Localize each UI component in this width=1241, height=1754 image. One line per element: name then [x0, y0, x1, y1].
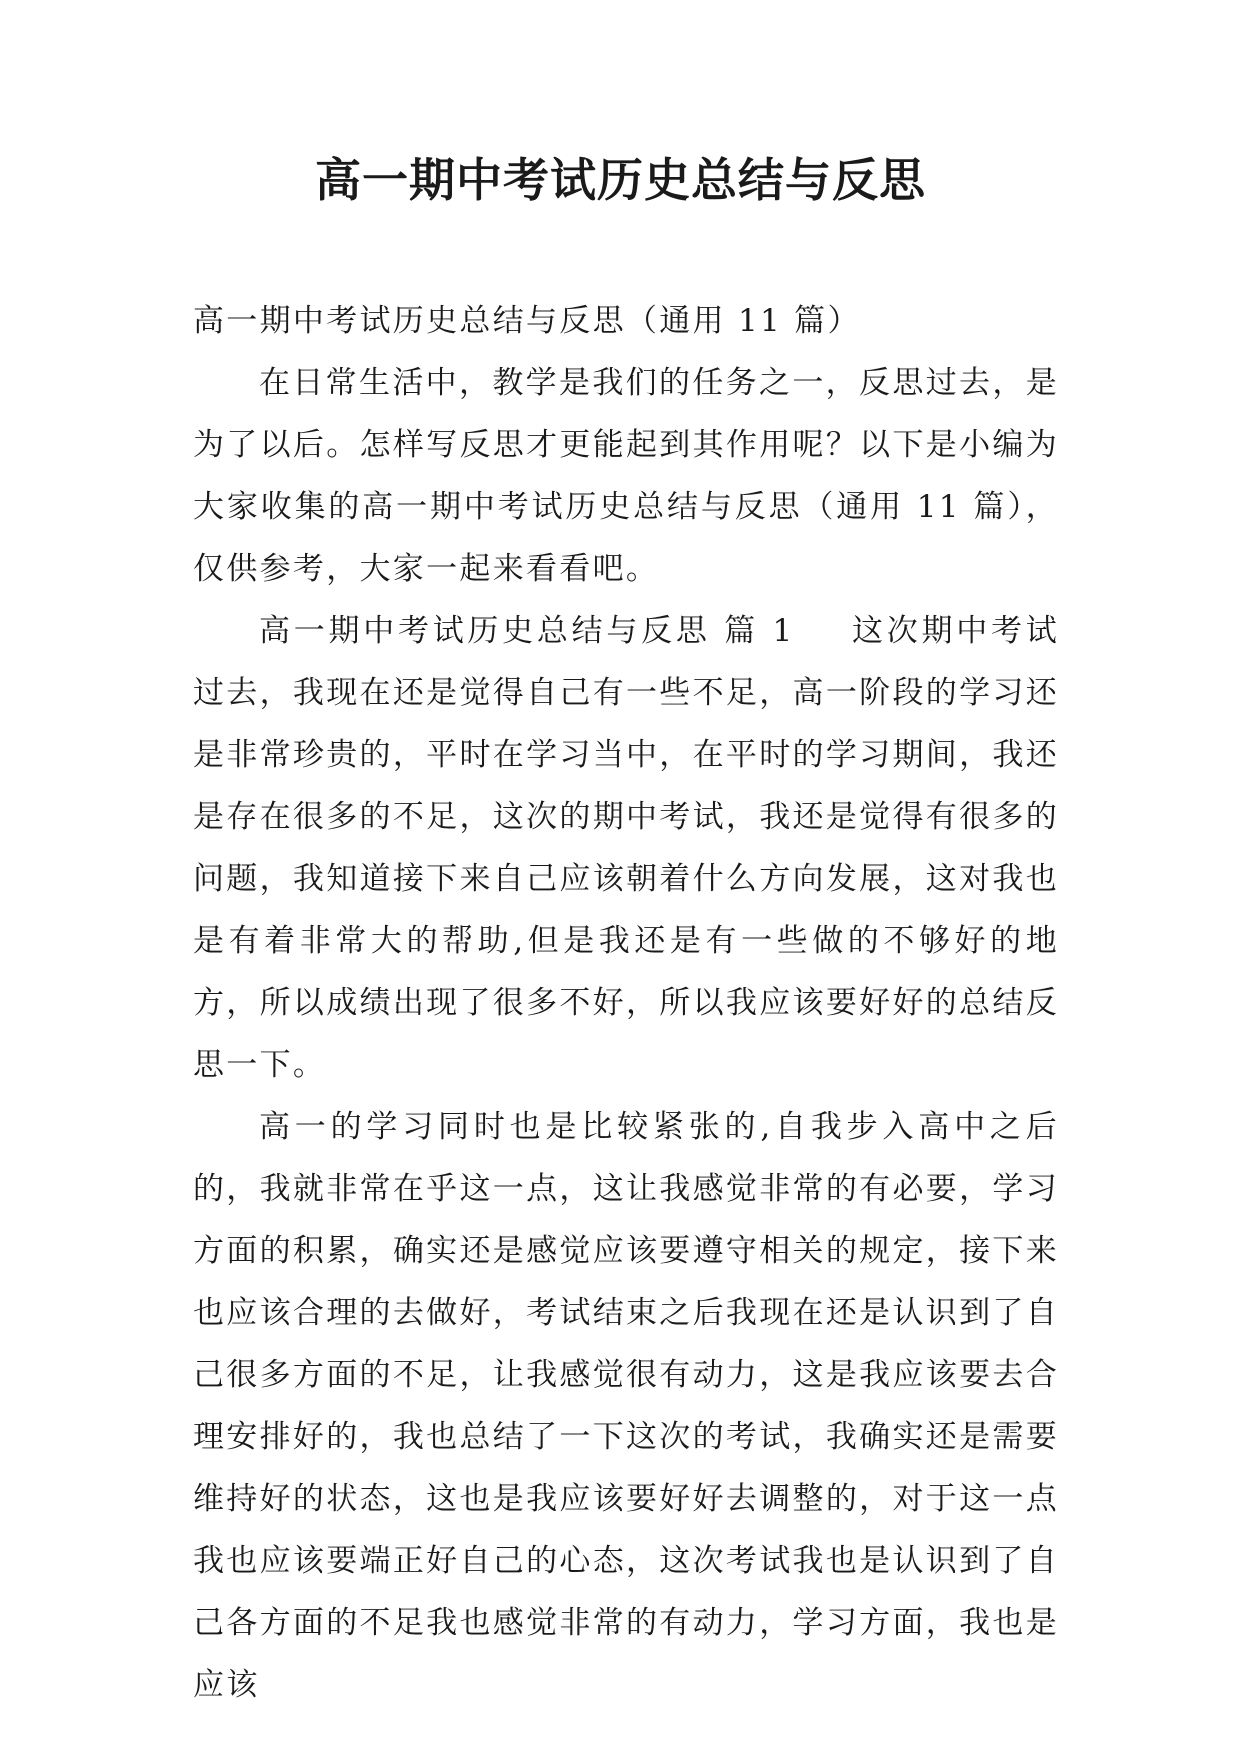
section-1-paragraph-1-text: 这次期中考试过去，我现在还是觉得自己有一些不足，高一阶段的学习还是非常珍贵的，平时在学习当中，在平时的学习期间，我还是存在很多的不足，这次的期中考试，我还是觉得有很多的问题，我知道接下来自己应该朝着什么方向发展，这对我也是有着非常大的帮助,但是我还是有一些做的不够好的地方，所以成绩出现了很多不好，所以我应该要好好的总结反思一下。 [193, 613, 1059, 1083]
section-1-heading: 高一期中考试历史总结与反思 篇 1 [259, 613, 795, 649]
document-body [193, 290, 1059, 1716]
document-title: 高一期中考试历史总结与反思 [315, 153, 926, 207]
section-1-paragraph [193, 600, 1059, 1096]
section-1-paragraph-2: 高一的学习同时也是比较紧张的,自我步入高中之后的，我就非常在乎这一点，这让我感觉非常的有必要，学习方面的积累，确实还是感觉应该要遵守相关的规定，接下来也应该合理的去做好，考试结束之后我现在还是认识到了自己很多方面的不足，让我感觉很有动力，这是我应该要去合理安排好的，我也总结了一下这次的考试，我确实还是需要维持好的状态，这也是我应该要好好去调整的，对于这一点我也应该要端正好自己的心态，这次考试我也是认识到了自己各方面的不足我也感觉非常的有动力，学习方面，我也是应该 [193, 1109, 1059, 1703]
intro-paragraph: 在日常生活中，教学是我们的任务之一，反思过去，是为了以后。怎样写反思才更能起到其作用呢？以下是小编为大家收集的高一期中考试历史总结与反思（通用 11 篇），仅供参考，大家一起来看看吧。 [193, 365, 1059, 587]
document-subtitle: 高一期中考试历史总结与反思（通用 11 篇） [193, 303, 861, 339]
